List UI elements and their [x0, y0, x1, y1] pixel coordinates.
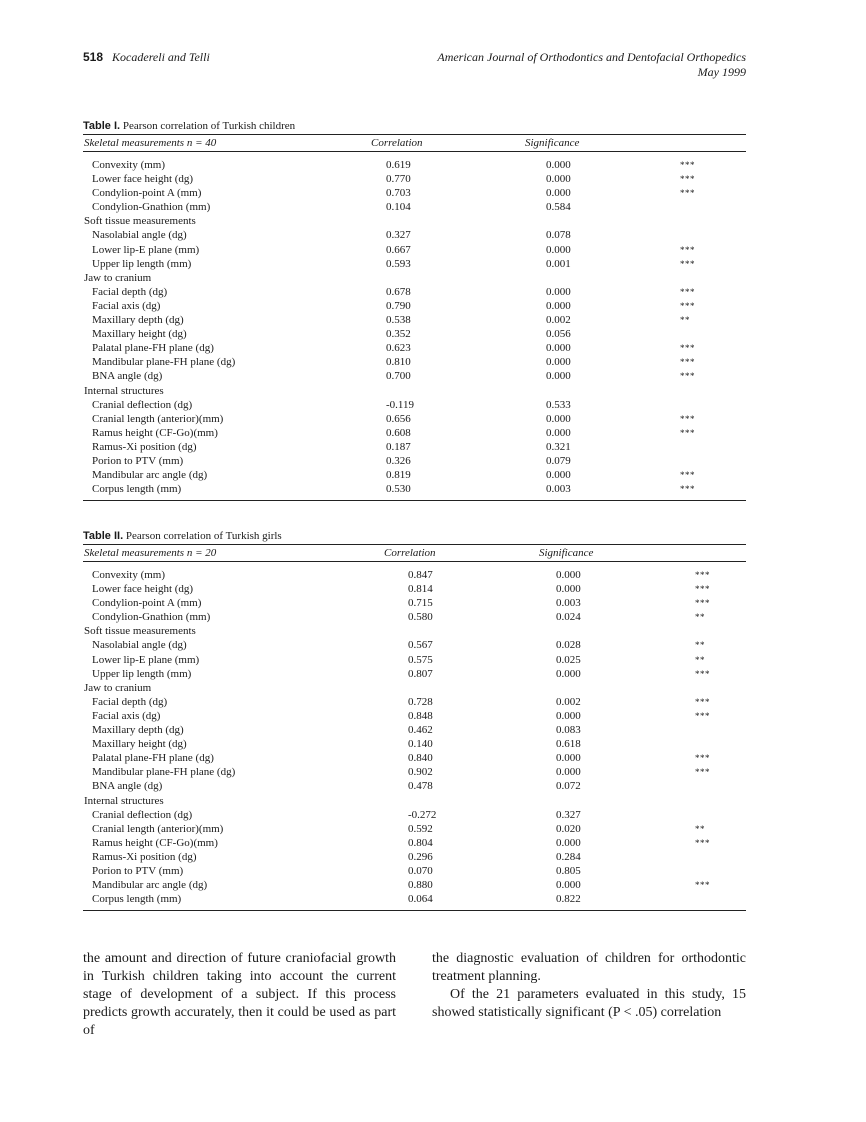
correlation-value: 0.619 [386, 159, 411, 171]
table-body [83, 562, 746, 910]
significance-value: 0.000 [546, 412, 571, 425]
measurement-label: Maxillary depth (dg) [92, 314, 184, 327]
measurement-label: Ramus height (CF-Go)(mm) [92, 836, 218, 849]
table-column-header [83, 135, 746, 151]
significance-stars: *** [680, 300, 695, 311]
measurement-label: Lower lip-E plane (mm) [92, 653, 200, 666]
significance-value: 0.533 [546, 398, 571, 411]
measurement-label: Condylion-point A (mm) [92, 187, 202, 200]
significance-value: 0.056 [546, 328, 571, 341]
table-row [83, 355, 746, 369]
significance-value: 0.000 [546, 285, 571, 298]
table-row [83, 568, 746, 582]
table-title: Pearson correlation of Turkish children [122, 120, 296, 132]
measurement-label: Maxillary height (dg) [92, 738, 187, 751]
body-paragraph: the amount and direction of future craniofacial growth in Turkish children taking into account the current stage of development of a subject. If this process predicts growth accurately, then it could be used as part of [83, 951, 396, 1038]
correlation-value: 0.593 [386, 257, 411, 270]
table-row [83, 822, 746, 836]
measurement-label: Cranial deflection (dg) [92, 398, 193, 411]
table-row [83, 228, 746, 242]
significance-stars: *** [680, 244, 695, 255]
measurement-label: Mandibular arc angle (dg) [92, 879, 208, 892]
measurement-label: Maxillary height (dg) [92, 328, 187, 341]
correlation-value: 0.104 [386, 201, 411, 214]
table-section-heading [83, 624, 746, 638]
significance-stars: *** [680, 160, 695, 170]
body-column-right [432, 950, 746, 1022]
table-row [83, 723, 746, 737]
measurement-label: Facial axis (dg) [92, 709, 161, 722]
table-column-header [83, 545, 746, 561]
table-bottom-rule [83, 910, 746, 911]
header-authors: Kocadereli and Telli [112, 50, 210, 64]
table-row [83, 667, 746, 681]
col-header-measurements: Skeletal measurements n = 20 [84, 547, 217, 559]
table-row [83, 158, 746, 172]
significance-stars: *** [680, 470, 695, 481]
table-label: Table I. [83, 120, 121, 132]
measurement-label: BNA angle (dg) [92, 370, 163, 383]
significance-value: 0.321 [546, 440, 571, 453]
significance-value: 0.001 [546, 257, 571, 270]
measurement-label: Palatal plane-FH plane (dg) [92, 752, 214, 765]
significance-value: 0.024 [556, 611, 581, 624]
table-row [83, 709, 746, 723]
significance-value: 0.002 [556, 695, 581, 708]
table-row [83, 737, 746, 751]
correlation-value: 0.807 [408, 667, 433, 680]
measurement-label: BNA angle (dg) [92, 780, 163, 793]
section-label: Internal structures [84, 794, 164, 807]
significance-value: 0.000 [546, 243, 571, 256]
measurement-label: Cranial length (anterior)(mm) [92, 822, 224, 835]
significance-stars: *** [695, 837, 710, 848]
section-label: Jaw to cranium [84, 681, 152, 694]
correlation-value: 0.064 [408, 893, 433, 906]
correlation-value: 0.819 [386, 469, 411, 482]
significance-stars: *** [680, 427, 695, 438]
table-section-heading [83, 271, 746, 285]
correlation-value: 0.700 [386, 370, 411, 383]
significance-stars: *** [695, 880, 710, 891]
measurement-label: Ramus-Xi position (dg) [92, 440, 197, 453]
table-1 [83, 118, 746, 501]
measurement-label: Porion to PTV (mm) [92, 454, 184, 467]
table-row [83, 864, 746, 878]
measurement-label: Upper lip length (mm) [92, 257, 192, 270]
body-column-left [83, 950, 396, 1040]
significance-value: 0.822 [556, 893, 581, 906]
significance-stars: *** [680, 413, 695, 424]
table-bottom-rule [83, 500, 746, 501]
significance-stars: ** [695, 654, 705, 665]
significance-stars: *** [680, 258, 695, 269]
table-row [83, 341, 746, 355]
header-date: May 1999 [697, 65, 746, 79]
significance-value: 0.000 [556, 569, 581, 581]
measurement-label: Ramus-Xi position (dg) [92, 850, 197, 863]
col-header-significance: Significance [539, 547, 594, 559]
table-row [83, 468, 746, 482]
significance-value: 0.805 [556, 864, 581, 877]
table-row [83, 482, 746, 496]
table-row [83, 398, 746, 412]
table-section-heading [83, 214, 746, 228]
measurement-label: Corpus length (mm) [92, 893, 182, 906]
significance-stars: *** [680, 484, 695, 495]
correlation-value: 0.462 [408, 724, 433, 737]
significance-value: 0.000 [556, 836, 581, 849]
col-header-significance: Significance [525, 137, 580, 149]
significance-stars: ** [695, 823, 705, 834]
measurement-label: Convexity (mm) [92, 159, 166, 171]
significance-value: 0.000 [556, 752, 581, 765]
measurement-label: Palatal plane-FH plane (dg) [92, 342, 214, 355]
correlation-value: 0.678 [386, 285, 411, 298]
correlation-value: 0.790 [386, 299, 411, 312]
table-row [83, 285, 746, 299]
significance-stars: *** [680, 343, 695, 354]
significance-value: 0.020 [556, 822, 581, 835]
correlation-value: 0.608 [386, 426, 411, 439]
correlation-value: 0.592 [408, 822, 433, 835]
significance-stars: ** [680, 315, 690, 326]
significance-stars: *** [680, 174, 695, 185]
table-row [83, 327, 746, 341]
table-row [83, 313, 746, 327]
significance-value: 0.025 [556, 653, 581, 666]
measurement-label: Mandibular arc angle (dg) [92, 469, 208, 482]
table-section-heading [83, 681, 746, 695]
significance-stars: *** [680, 188, 695, 199]
table-row [83, 653, 746, 667]
table-row [83, 243, 746, 257]
table-label: Table II. [83, 530, 124, 542]
running-header-right [437, 50, 746, 80]
measurement-label: Condylion-Gnathion (mm) [92, 201, 211, 214]
body-paragraph: the diagnostic evaluation of children for orthodontic treatment planning. [432, 951, 746, 984]
significance-value: 0.003 [546, 483, 571, 496]
table-row [83, 454, 746, 468]
col-header-correlation: Correlation [384, 547, 436, 559]
running-header-left [83, 50, 210, 65]
table-row [83, 369, 746, 383]
correlation-value: 0.667 [386, 243, 411, 256]
table-row [83, 808, 746, 822]
correlation-value: 0.296 [408, 850, 433, 863]
significance-value: 0.072 [556, 780, 581, 793]
table-row [83, 892, 746, 906]
measurement-label: Cranial deflection (dg) [92, 808, 193, 821]
measurement-label: Maxillary depth (dg) [92, 724, 184, 737]
table-2 [83, 528, 746, 911]
table-section-heading [83, 384, 746, 398]
significance-stars: *** [680, 357, 695, 368]
correlation-value: 0.814 [408, 583, 433, 596]
significance-stars: ** [695, 640, 705, 651]
measurement-label: Upper lip length (mm) [92, 667, 192, 680]
measurement-label: Mandibular plane-FH plane (dg) [92, 356, 236, 369]
table-row [83, 779, 746, 793]
section-label: Soft tissue measurements [84, 215, 196, 228]
significance-stars: *** [680, 286, 695, 297]
significance-stars: *** [695, 767, 710, 778]
table-row [83, 878, 746, 892]
table-row [83, 765, 746, 779]
table-row [83, 638, 746, 652]
correlation-value: 0.070 [408, 864, 433, 877]
table-row [83, 582, 746, 596]
table-row [83, 695, 746, 709]
significance-stars: *** [695, 570, 710, 580]
correlation-value: 0.880 [408, 879, 433, 892]
correlation-value: 0.538 [386, 314, 411, 327]
table-row [83, 850, 746, 864]
correlation-value: 0.770 [386, 173, 411, 186]
page-number: 518 [83, 50, 104, 64]
correlation-value: -0.272 [408, 808, 437, 821]
section-label: Jaw to cranium [84, 271, 152, 284]
significance-stars: *** [680, 371, 695, 382]
measurement-label: Facial axis (dg) [92, 299, 161, 312]
correlation-value: 0.804 [408, 836, 433, 849]
correlation-value: 0.326 [386, 454, 411, 467]
significance-value: 0.003 [556, 597, 581, 610]
correlation-value: 0.703 [386, 187, 411, 200]
header-journal: American Journal of Orthodontics and Dentofacial Orthopedics [437, 50, 746, 64]
correlation-value: 0.575 [408, 653, 433, 666]
significance-value: 0.584 [546, 201, 571, 214]
significance-value: 0.000 [546, 173, 571, 186]
significance-value: 0.000 [556, 766, 581, 779]
section-label: Soft tissue measurements [84, 625, 196, 638]
significance-value: 0.000 [556, 709, 581, 722]
correlation-value: 0.530 [386, 483, 411, 496]
significance-value: 0.000 [546, 187, 571, 200]
measurement-label: Corpus length (mm) [92, 483, 182, 496]
table-row [83, 426, 746, 440]
measurement-label: Lower face height (dg) [92, 583, 194, 596]
significance-value: 0.327 [556, 808, 581, 821]
significance-value: 0.000 [556, 879, 581, 892]
table-row [83, 836, 746, 850]
significance-value: 0.000 [546, 356, 571, 369]
significance-value: 0.083 [556, 724, 581, 737]
correlation-value: 0.728 [408, 695, 433, 708]
correlation-value: 0.140 [408, 738, 433, 751]
significance-value: 0.000 [546, 469, 571, 482]
significance-stars: *** [695, 598, 710, 609]
table-row [83, 440, 746, 454]
measurement-label: Facial depth (dg) [92, 285, 168, 298]
table-caption [83, 118, 746, 134]
significance-stars: ** [695, 612, 705, 623]
correlation-value: 0.580 [408, 611, 433, 624]
section-label: Internal structures [84, 384, 164, 397]
significance-stars: *** [695, 696, 710, 707]
correlation-value: 0.567 [408, 639, 433, 652]
significance-value: 0.079 [546, 454, 571, 467]
table-row [83, 596, 746, 610]
measurement-label: Mandibular plane-FH plane (dg) [92, 766, 236, 779]
significance-stars: *** [695, 753, 710, 764]
col-header-correlation: Correlation [371, 137, 423, 149]
table-row [83, 172, 746, 186]
measurement-label: Cranial length (anterior)(mm) [92, 412, 224, 425]
table-section-heading [83, 794, 746, 808]
significance-value: 0.618 [556, 738, 581, 751]
significance-value: 0.028 [556, 639, 581, 652]
significance-value: 0.000 [546, 426, 571, 439]
correlation-value: 0.715 [408, 597, 433, 610]
table-row [83, 186, 746, 200]
table-caption [83, 528, 746, 544]
col-header-measurements: Skeletal measurements n = 40 [84, 137, 217, 149]
measurement-label: Condylion-Gnathion (mm) [92, 611, 211, 624]
measurement-label: Facial depth (dg) [92, 695, 168, 708]
significance-stars: *** [695, 584, 710, 595]
correlation-value: 0.478 [408, 780, 433, 793]
body-paragraph-indented [432, 986, 746, 1022]
table-row [83, 299, 746, 313]
correlation-value: 0.847 [408, 569, 433, 581]
significance-value: 0.078 [546, 229, 571, 242]
table-row [83, 257, 746, 271]
table-row [83, 200, 746, 214]
correlation-value: 0.848 [408, 709, 433, 722]
significance-value: 0.000 [556, 667, 581, 680]
significance-value: 0.000 [546, 370, 571, 383]
measurement-label: Lower lip-E plane (mm) [92, 243, 200, 256]
significance-value: 0.002 [546, 314, 571, 327]
table-title: Pearson correlation of Turkish girls [125, 530, 282, 542]
correlation-value: 0.656 [386, 412, 411, 425]
correlation-value: 0.840 [408, 752, 433, 765]
correlation-value: 0.902 [408, 766, 433, 779]
measurement-label: Lower face height (dg) [92, 173, 194, 186]
body-paragraph-text: Of the 21 parameters evaluated in this study, 15 showed statistically significant (P < .05) correlation [432, 987, 746, 1020]
table-row [83, 412, 746, 426]
correlation-value: 0.327 [386, 229, 411, 242]
significance-value: 0.000 [546, 299, 571, 312]
significance-value: 0.000 [546, 342, 571, 355]
significance-value: 0.284 [556, 850, 581, 863]
correlation-value: -0.119 [386, 398, 415, 411]
correlation-value: 0.352 [386, 328, 411, 341]
table-body [83, 152, 746, 500]
measurement-label: Nasolabial angle (dg) [92, 229, 187, 242]
significance-stars: *** [695, 668, 710, 679]
significance-value: 0.000 [546, 159, 571, 171]
table-row [83, 610, 746, 624]
significance-value: 0.000 [556, 583, 581, 596]
measurement-label: Condylion-point A (mm) [92, 597, 202, 610]
table-row [83, 751, 746, 765]
correlation-value: 0.623 [386, 342, 411, 355]
significance-stars: *** [695, 710, 710, 721]
measurement-label: Convexity (mm) [92, 569, 166, 581]
measurement-label: Nasolabial angle (dg) [92, 639, 187, 652]
correlation-value: 0.187 [386, 440, 411, 453]
correlation-value: 0.810 [386, 356, 411, 369]
measurement-label: Ramus height (CF-Go)(mm) [92, 426, 218, 439]
measurement-label: Porion to PTV (mm) [92, 864, 184, 877]
